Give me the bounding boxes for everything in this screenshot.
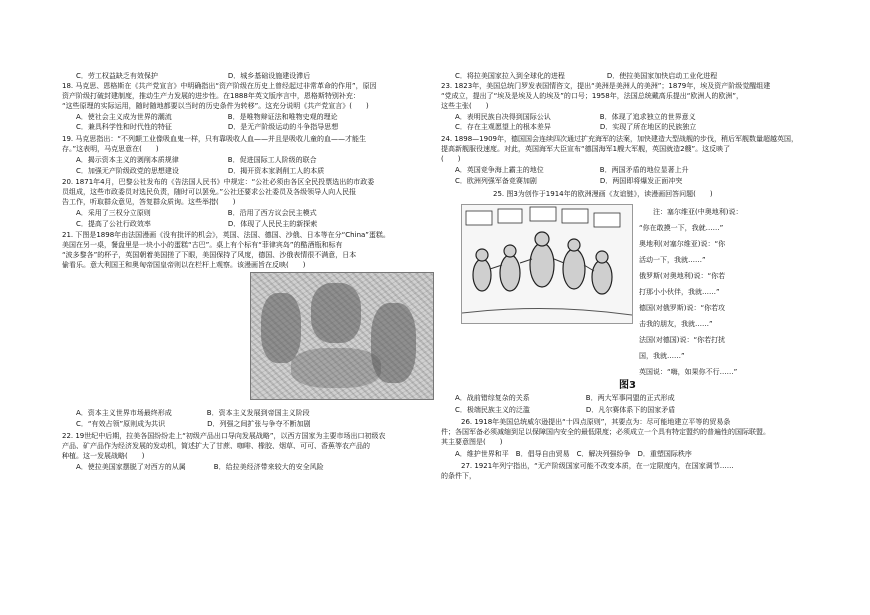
q21-stem: 21. 下图是1898年由法国漫画《没有批评的机会》，英国、法国、德国、沙俄、日本等在分“China”蛋糕。 <box>62 231 390 239</box>
q19-stem: 存。”这表明，马克思意在( ) <box>62 145 159 153</box>
cartoon-dialog-line: 注：塞尔维亚(中奥地利)说： <box>653 208 743 216</box>
q17-option-line: C．劳工权益缺乏有效保护 D．城乡基础设施建设滞后 <box>76 72 311 80</box>
cartoon-dialog-line: “你在敢摸一下，我就……” <box>639 224 724 232</box>
q20-stem: 20. 1871年4月，巴黎公社发布的《告法国人民书》中规定：“公社必须由各区全民投票选出的市政委 <box>62 178 375 186</box>
cartoon-dialog-line: 俄罗斯(对奥地利)说：“你若 <box>639 272 726 280</box>
q27-stem: 的条件下， <box>441 472 476 480</box>
q20-option: A．采用了三权分立原则 B．沿用了西方议会民主模式 <box>76 209 317 217</box>
q26-option: A．维护世界和平 B．倡导自由贸易 C．解决列强纷争 D．重塑国际秩序 <box>455 450 692 458</box>
q18-option: A．使社会主义成为世界的潮流 B．是唯物辩证法和唯物史观的理论 <box>76 113 338 121</box>
q23-stem: “党成立，提出了“埃及是埃及人的埃及”的口号；1958年，法国总统戴高乐提出“欧洲人的欧洲”， <box>441 92 743 100</box>
cartoon-dialog-line: 英国说：“嗨，如果你不行……” <box>639 368 738 376</box>
q20-option: C．提高了公社行政效率 D．体现了人民民主的新探索 <box>76 220 318 228</box>
cartoon-dialog-line: 击我的朋友，我就……” <box>639 320 713 328</box>
q22-stem: 产品、矿产品作为经济发展的发动机，简述扩大了甘蔗、咖啡、橡胶、烟草、可可、香蕉等农产品的 <box>62 442 370 450</box>
friendship-chain-drawing <box>462 205 632 323</box>
q25-option: C．极端民族主义的泛滥 D．凡尔赛体系下的国家矛盾 <box>455 406 676 414</box>
q25-cartoon-image <box>461 204 633 324</box>
q19-option: C．加强无产阶级政党的思想建设 D．揭开资本家剥削工人的本质 <box>76 167 325 175</box>
cartoon-dialog-line: 打那小小伙伴，我就……” <box>639 288 720 296</box>
q24-option: C．欧洲列强军备竞赛加剧 D．两国即将爆发正面冲突 <box>455 177 683 185</box>
q19-stem: 19. 马克思指出：“不列颠工业像吸血鬼一样，只有靠吸收人血——并且是吸收儿童的血——才能生 <box>62 135 366 143</box>
q24-option: A．英国竞争海上霸主的地位 B．两国矛盾的地位显著上升 <box>455 166 689 174</box>
q26-stem: 26. 1918年美国总统威尔逊提出“十四点原则”，其要点为：尽可能地建立平等的贸易条 <box>461 418 731 426</box>
q20-stem: 告工作，听取群众意见，答复群众质询。这些举措( ) <box>62 198 236 206</box>
cartoon-dialog-line: 德国(对俄罗斯)说：“你若攻 <box>639 304 726 312</box>
q21-cartoon-image <box>250 272 434 400</box>
q26-stem: 件；各国军备必须减缩到足以保障国内安全的最低限度；必须成立一个具有特定盟约的普遍性的国际联盟。 <box>441 428 770 436</box>
q24-stem: 提高新舰服役速度。对此，英国海军大臣宣布“德国海军1艘大军舰，英国就造2艘”。这反映了 <box>441 145 731 153</box>
q22-option: A．使拉美国家摆脱了对西方的从属 B．给拉美经济带来较大的安全风险 <box>76 463 324 471</box>
q21-option: C．“有效占领”原则成为共识 D．列强之间扩张与争夺不断加剧 <box>76 420 311 428</box>
cartoon-dialog-line: 活动一下，我就……” <box>639 256 706 264</box>
q21-option: A．资本主义世界市场最终形成 B．资本主义发展到帝国主义阶段 <box>76 409 310 417</box>
q27-stem: 27. 1921年列宁指出，“无产阶级国家可能不改变本质，在一定限度内，在国家调节…… <box>461 462 734 470</box>
q18-stem: 18. 马克思、恩格斯在《共产党宣言》中明确指出“资产阶级在历史上曾经起过非常革命的作用”，原因 <box>62 82 377 90</box>
cartoon-dialog-line: 法国(对德国)说：“你若打扰 <box>639 336 726 344</box>
q22-stem: 22. 19世纪中后期，拉美各国纷纷走上“初级产品出口导向发展战略”，以西方国家为主要市场出口初级农 <box>62 432 386 440</box>
q19-option: A．揭示资本主义的剥削本质规律 B．促进国际工人阶级的联合 <box>76 156 317 164</box>
q18-option: C．兼具科学性和时代性的特征 D．是无产阶级运动的斗争指导思想 <box>76 123 339 131</box>
q24-stem: ( ) <box>441 155 461 163</box>
q22-stem: 种植。这一发展战略( ) <box>62 452 145 460</box>
q20-stem: 员组成，这些市政委员对选民负责，随时可以罢免。”公社还要求公社委员及各级领导人向人民报 <box>62 188 357 196</box>
q23-stem: 这些主张( ) <box>441 102 489 110</box>
figure-caption: 图3 <box>619 380 636 391</box>
q23-option: A．表明民族自决得到国际公认 B．体现了追求独立的世界意义 <box>455 113 696 121</box>
q21-stem: “波多黎各”的杯子，英国朝着美国搓了下眼，美国保持了风度，德国、沙俄表情很不满意，日本 <box>62 251 357 259</box>
q25-option: A．战前错综复杂的关系 B．两大军事同盟的正式形成 <box>455 394 675 402</box>
q21-stem: 偷看乐。意大利国王和奥匈帝国皇帝则以在栏杆上观察。该漫画旨在反映( ) <box>62 261 306 269</box>
cartoon-dialog-line: 国，我就……” <box>639 352 685 360</box>
q23-option: C．存在主观愿望上的根本差异 D．实现了所在地区的民族独立 <box>455 123 697 131</box>
q25-stem: 25. 图3为创作于1914年的欧洲漫画《友谊链》，读漫画回答问题( ) <box>493 190 713 198</box>
q23-stem: 23. 1823年，美国总统门罗发表国情咨文，提出“美洲是美洲人的美洲”；1879年，埃及资产阶级觉醒组建 <box>441 82 771 90</box>
q26-stem: 其主要意图是( ) <box>441 438 503 446</box>
q21-stem: 美国在另一桌，餐盘里是一块小小的蛋糕“古巴”。桌上有个标有“菲律宾岛”的酷酒瓶和标有 <box>62 241 343 249</box>
q18-stem: 资产阶级打破封建制度，推动生产力发展的进步性。在1888年英文版序言中，恩格斯特别补充： <box>62 92 360 100</box>
cartoon-dialog-line: 奥地利(对塞尔维亚)说：“你 <box>639 240 726 248</box>
q18-stem: “这些原理的实际运用，随时随地都要以当时的历史条件为转移”。这充分说明《共产党宣言》( ) <box>62 102 369 110</box>
q22-option: C．将拉美国家拉入到全球化的进程 D．使拉美国家加快启动工业化进程 <box>455 72 718 80</box>
q24-stem: 24. 1898—1909年，德国国会连续四次通过扩充海军的法案，加快建造大型战舰的步伐，稍后军舰数量超越英国， <box>441 135 798 143</box>
